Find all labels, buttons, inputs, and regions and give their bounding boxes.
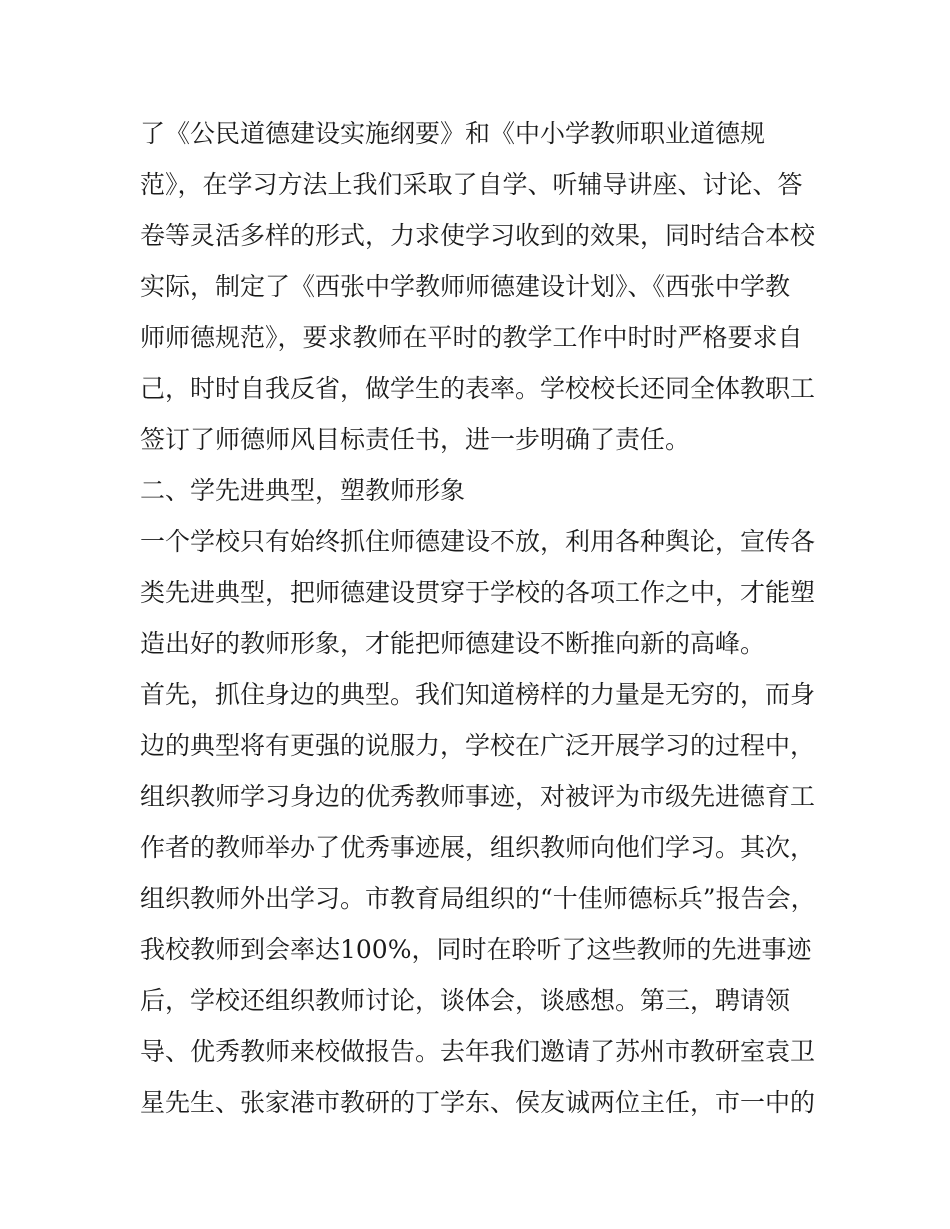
text-line-17: 我校教师到会率达100%，同时在聆听了这些教师的先进事迹: [140, 935, 812, 964]
text-line-7: 签订了师德师风目标责任书，进一步明确了责任。: [140, 425, 691, 454]
text-line-11: 造出好的教师形象，才能把师德建设不断推向新的高峰。: [140, 629, 766, 658]
text-line-10: 类先进典型，把师德建设贯穿于学校的各项工作之中，才能塑: [140, 578, 816, 607]
text-line-12: 首先，抓住身边的典型。我们知道榜样的力量是无穷的，而身: [140, 680, 816, 709]
text-line-15: 作者的教师举办了优秀事迹展，组织教师向他们学习。其次，: [140, 833, 816, 862]
text-line-5: 师师德规范》，要求教师在平时的教学工作中时时严格要求自: [140, 323, 803, 352]
text-line-13: 边的典型将有更强的说服力，学校在广泛开展学习的过程中，: [140, 731, 816, 760]
text-line-18: 后，学校还组织教师讨论，谈体会，谈感想。第三，聘请领: [140, 986, 791, 1015]
text-line-4: 实际，制定了《西张中学教师师德建设计划》、《西张中学教: [140, 272, 791, 301]
text-line-19: 导、优秀教师来校做报告。去年我们邀请了苏州市教研室袁卫: [140, 1037, 816, 1066]
text-line-1: 了《公民道德建设实施纲要》和《中小学教师职业道德规: [140, 119, 766, 148]
text-line-14: 组织教师学习身边的优秀教师事迹，对被评为市级先进德育工: [140, 782, 816, 811]
text-line-2: 范》，在学习方法上我们采取了自学、听辅导讲座、讨论、答: [140, 170, 803, 199]
text-line-3: 卷等灵活多样的形式，力求使学习收到的效果，同时结合本校: [140, 221, 816, 250]
text-line-6: 己，时时自我反省，做学生的表率。学校校长还同全体教职工: [140, 374, 816, 403]
text-line-9: 一个学校只有始终抓住师德建设不放，利用各种舆论，宣传各: [140, 527, 816, 556]
text-line-20: 星先生、张家港市教研的丁学东、侯友诚两位主任，市一中的: [140, 1088, 816, 1117]
text-line-16: 组织教师外出学习。市教育局组织的“十佳师德标兵”报告会，: [140, 884, 816, 913]
section-heading: 二、学先进典型，塑教师形象: [140, 476, 466, 505]
body-text: [140, 108, 820, 1128]
